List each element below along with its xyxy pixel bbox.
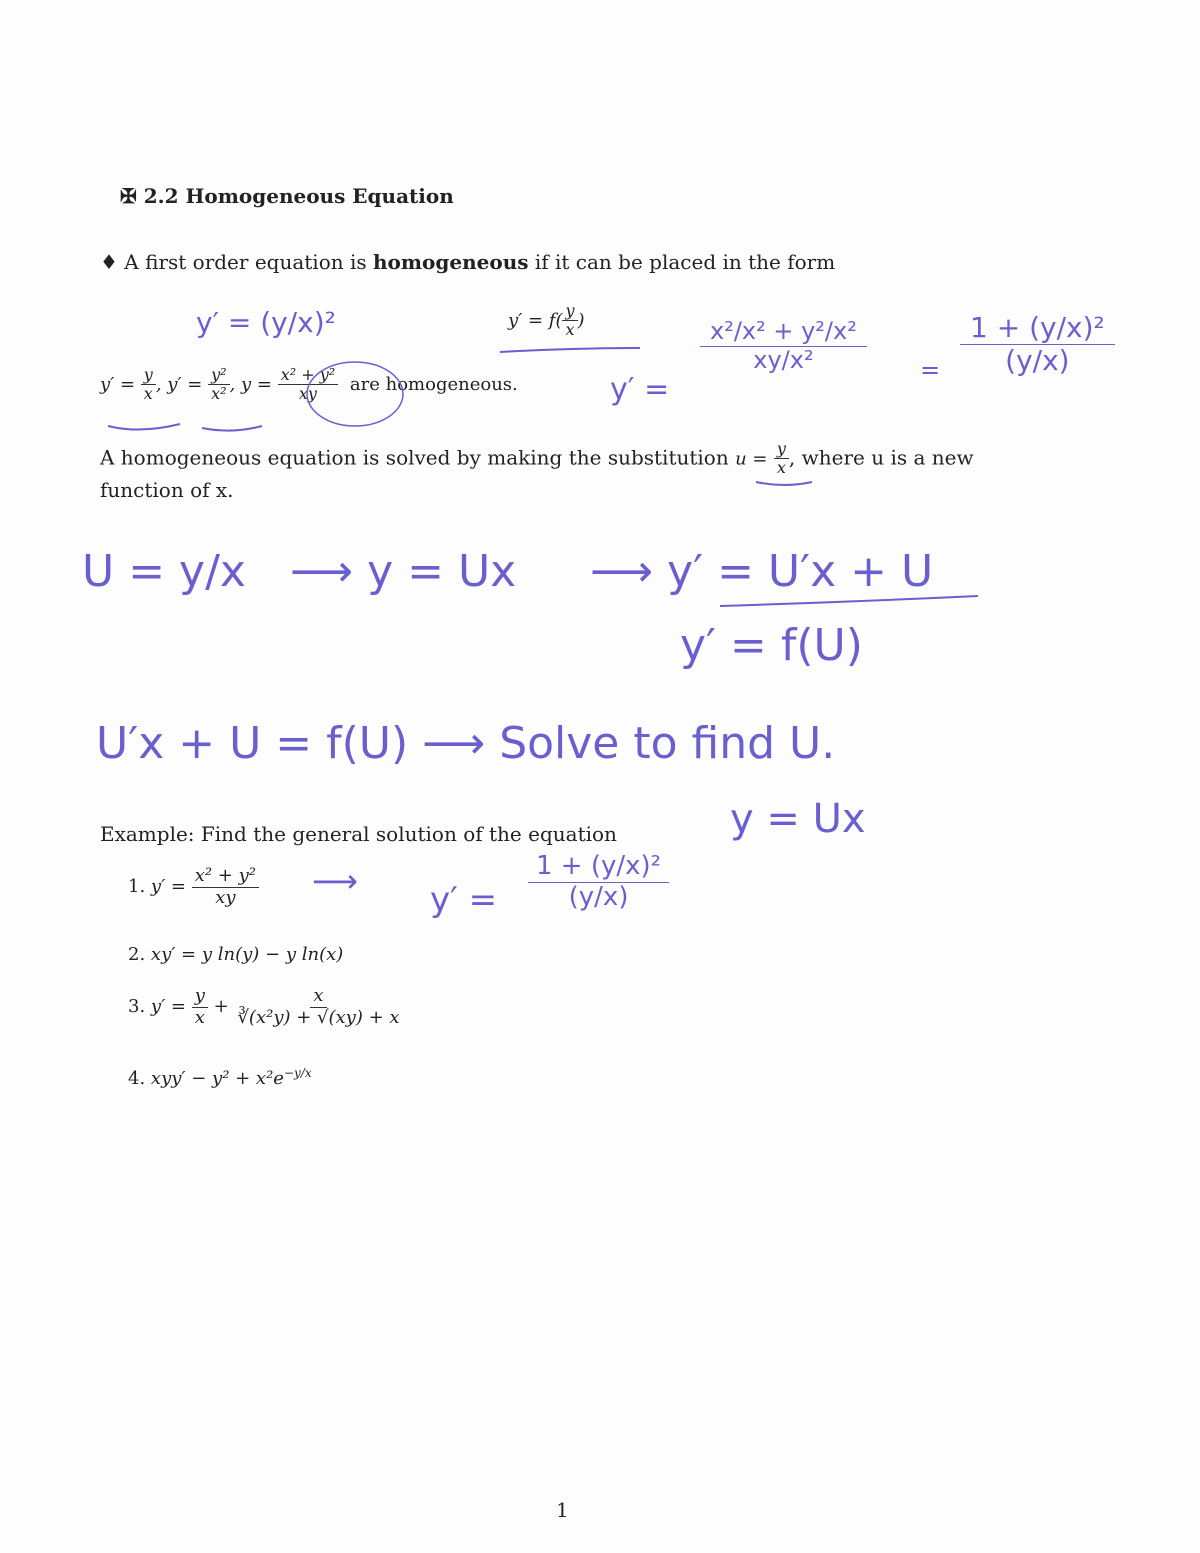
ink-underline-u — [756, 482, 812, 485]
form-den: x — [565, 320, 575, 340]
form-lhs: y′ = f( — [508, 309, 563, 331]
item-4-number: 4. — [128, 1068, 146, 1089]
hw-example-fraction — [528, 852, 669, 913]
examples-suffix: are homogeneous. — [349, 373, 518, 395]
hw-example-frac — [528, 852, 669, 913]
hw-far-right-fraction — [960, 312, 1115, 377]
item-1-den: xy — [215, 886, 236, 908]
item-1-number: 1. — [128, 876, 146, 898]
ex1-num: y — [141, 366, 156, 385]
substitution-after: , where u is a new — [788, 445, 974, 470]
u-num: y — [774, 440, 789, 459]
example-heading: Example: Find the general solution of the equation — [100, 822, 617, 846]
definition-term: homogeneous — [373, 250, 529, 274]
item-2-expr: xy′ = y ln(y) − y ln(x) — [150, 944, 344, 965]
item-3-lhs: y′ = — [150, 996, 186, 1018]
hw-top-right-den: xy/x² — [753, 345, 814, 374]
hw-top-right-fraction — [700, 318, 867, 374]
definition-text-before: A first order equation is — [124, 250, 367, 274]
definition-line — [100, 250, 835, 274]
example-item-4 — [128, 1066, 312, 1089]
hw-example-arrow: ⟶ — [312, 862, 358, 900]
page-number: 1 — [556, 1498, 569, 1522]
example-item-1 — [128, 866, 259, 908]
item-3-fraction-b — [234, 986, 402, 1028]
item-3-number: 3. — [128, 996, 146, 1018]
item-1-fraction — [192, 866, 259, 908]
item-3-b-num: x — [310, 986, 326, 1008]
hw-row2: y′ = f(U) — [680, 620, 863, 671]
substitution-text: A homogeneous equation is solved by making the substitution — [100, 445, 729, 470]
ex1-lhs: y′ = — [100, 373, 136, 395]
u-lhs: u = — [735, 448, 768, 470]
hw-example-lhs: y′ = — [430, 880, 498, 920]
hw-top-right-frac — [700, 318, 867, 374]
homogeneous-form — [508, 302, 585, 340]
hw-row1-b: ⟶ y = Ux — [290, 546, 517, 597]
item-4-expr: xyy′ − y² + x²e — [150, 1068, 284, 1089]
ink-underline-ex2 — [202, 426, 262, 431]
hw-row1-a: U = y/x — [82, 546, 246, 597]
item-3-a-den: x — [194, 1006, 205, 1028]
item-1-lhs: y′ = — [150, 876, 186, 898]
form-fraction — [562, 302, 577, 340]
u-den: x — [776, 458, 786, 478]
form-rhs: ) — [577, 309, 585, 331]
hw-eq-sign: = — [920, 356, 941, 384]
ex2-fraction — [208, 366, 229, 404]
hw-yprime-label: y′ = — [610, 372, 670, 407]
hw-top-left: y′ = (y/x)² — [196, 306, 336, 339]
item-3-a-num: y — [192, 986, 208, 1008]
hw-example-num: 1 + (y/x)² — [528, 852, 669, 883]
bullet-icon: ♦ — [100, 250, 118, 274]
ex2-den: x² — [211, 384, 227, 404]
ex1-den: x — [143, 384, 153, 404]
section-marker-icon: ✠ — [120, 184, 137, 208]
ex3-lhs: , y = — [229, 373, 272, 395]
u-fraction — [774, 440, 789, 478]
hw-row1-c: ⟶ y′ = U′x + U — [590, 546, 934, 597]
definition-text-after: if it can be placed in the form — [534, 250, 836, 274]
item-1-num: x² + y² — [192, 866, 259, 888]
hw-top-right-num: x²/x² + y²/x² — [700, 318, 867, 347]
hw-far-right-num: 1 + (y/x)² — [960, 312, 1115, 345]
hw-example-den: (y/x) — [568, 881, 629, 912]
ex2-num: y² — [208, 366, 229, 385]
substitution-line-2: function of x. — [100, 478, 234, 502]
example-item-2 — [128, 944, 343, 965]
item-3-plus: + — [213, 996, 229, 1018]
example-item-3 — [128, 986, 403, 1028]
hw-row4: y = Ux — [730, 796, 866, 842]
ink-underline-form — [500, 348, 640, 352]
ex2-lhs: , y′ = — [155, 373, 203, 395]
ex1-fraction — [141, 366, 156, 404]
item-3-fraction-a — [192, 986, 208, 1028]
section-heading — [120, 184, 454, 208]
item-3-b-den: ∛(x²y) + √(xy) + x — [237, 1006, 400, 1028]
item-2-number: 2. — [128, 944, 146, 965]
hw-far-right-frac — [960, 312, 1115, 377]
homogeneous-examples — [100, 366, 518, 404]
hw-far-right-den: (y/x) — [1005, 344, 1070, 378]
section-title: 2.2 Homogeneous Equation — [143, 184, 454, 208]
hw-row3: U′x + U = f(U) ⟶ Solve to find U. — [96, 718, 836, 769]
item-4-exponent: −y/x — [283, 1066, 312, 1080]
substitution-line-1 — [100, 440, 974, 478]
ex3-den: xy — [298, 384, 317, 404]
ex3-num: x² + y² — [278, 366, 338, 385]
form-num: y — [562, 302, 577, 321]
ink-underline-ex1 — [108, 424, 180, 430]
ink-underline-row1 — [720, 596, 978, 606]
ex3-fraction — [278, 366, 338, 404]
